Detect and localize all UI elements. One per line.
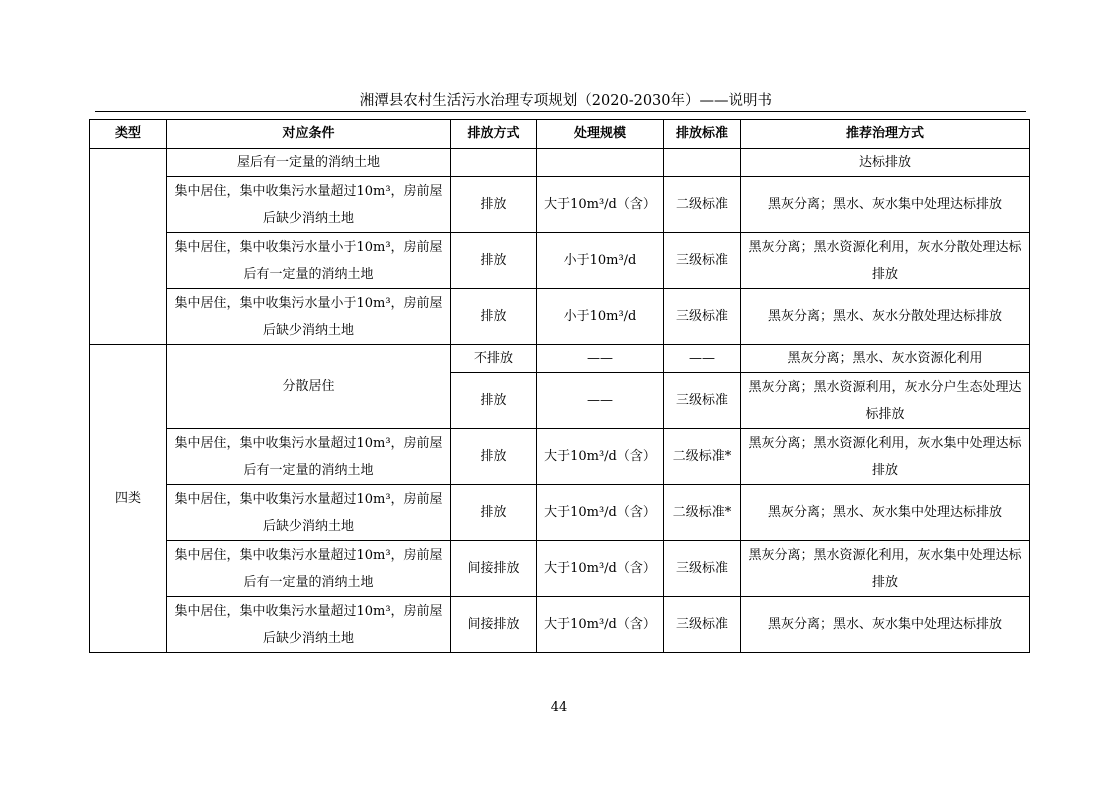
discharge-cell: [451, 149, 537, 177]
table-row: [90, 177, 1030, 233]
scale-cell: [537, 149, 664, 177]
method-cell: 黑灰分离；黑水资源化利用，灰水集中处理达标排放: [741, 541, 1030, 597]
treatment-table: [89, 119, 1030, 653]
method-cell: 黑灰分离；黑水资源化利用，灰水集中处理达标排放: [741, 429, 1030, 485]
table-row: [90, 345, 1030, 373]
method-cell: 黑灰分离；黑水、灰水集中处理达标排放: [741, 485, 1030, 541]
scale-cell: 大于10m³/d（含）: [537, 429, 664, 485]
header-method: 推荐治理方式: [741, 120, 1030, 149]
table-row: [90, 541, 1030, 597]
discharge-cell: 排放: [451, 177, 537, 233]
type-cell: [90, 149, 167, 345]
scale-cell: ——: [537, 373, 664, 429]
condition-cell: 集中居住，集中收集污水量超过10m³，房前屋后缺少消纳土地: [167, 177, 451, 233]
table-row: [90, 233, 1030, 289]
condition-cell: 集中居住，集中收集污水量小于10m³，房前屋后缺少消纳土地: [167, 289, 451, 345]
condition-cell: 集中居住，集中收集污水量超过10m³，房前屋后缺少消纳土地: [167, 597, 451, 653]
discharge-cell: 不排放: [451, 345, 537, 373]
condition-cell: 集中居住，集中收集污水量超过10m³，房前屋后缺少消纳土地: [167, 485, 451, 541]
table-row: [90, 289, 1030, 345]
standard-cell: 二级标准*: [664, 429, 741, 485]
scale-cell: 大于10m³/d（含）: [537, 541, 664, 597]
scale-cell: 大于10m³/d（含）: [537, 177, 664, 233]
scale-cell: ——: [537, 345, 664, 373]
condition-cell: 屋后有一定量的消纳土地: [167, 149, 451, 177]
method-cell: 黑灰分离；黑水、灰水资源化利用: [741, 345, 1030, 373]
standard-cell: 二级标准*: [664, 485, 741, 541]
standard-cell: 二级标准: [664, 177, 741, 233]
discharge-cell: 排放: [451, 373, 537, 429]
method-cell: 黑灰分离；黑水、灰水集中处理达标排放: [741, 597, 1030, 653]
table-row: [90, 597, 1030, 653]
discharge-cell: 间接排放: [451, 597, 537, 653]
table-row: [90, 149, 1030, 177]
header-scale: 处理规模: [537, 120, 664, 149]
condition-cell: 集中居住，集中收集污水量超过10m³，房前屋后有一定量的消纳土地: [167, 429, 451, 485]
method-cell: 黑灰分离；黑水资源化利用，灰水分散处理达标排放: [741, 233, 1030, 289]
standard-cell: [664, 149, 741, 177]
condition-cell: 分散居住: [167, 345, 451, 429]
standard-cell: 三级标准: [664, 541, 741, 597]
discharge-cell: 排放: [451, 233, 537, 289]
method-cell: 黑灰分离；黑水资源利用，灰水分户生态处理达标排放: [741, 373, 1030, 429]
scale-cell: 小于10m³/d: [537, 289, 664, 345]
table-row: [90, 485, 1030, 541]
condition-cell: 集中居住，集中收集污水量小于10m³，房前屋后有一定量的消纳土地: [167, 233, 451, 289]
scale-cell: 大于10m³/d（含）: [537, 485, 664, 541]
scale-cell: 大于10m³/d（含）: [537, 597, 664, 653]
standard-cell: 三级标准: [664, 597, 741, 653]
discharge-cell: 排放: [451, 485, 537, 541]
table-header-row: [90, 120, 1030, 149]
header-condition: 对应条件: [167, 120, 451, 149]
header-discharge: 排放方式: [451, 120, 537, 149]
page-number: 44: [550, 700, 568, 715]
method-cell: 达标排放: [741, 149, 1030, 177]
condition-cell: 集中居住，集中收集污水量超过10m³，房前屋后有一定量的消纳土地: [167, 541, 451, 597]
header-rule: [95, 111, 1026, 112]
table-row: [90, 429, 1030, 485]
standard-cell: 三级标准: [664, 289, 741, 345]
page-header: 湘潭县农村生活污水治理专项规划（2020-2030年）——说明书: [359, 93, 772, 109]
discharge-cell: 排放: [451, 289, 537, 345]
standard-cell: 三级标准: [664, 233, 741, 289]
header-standard: 排放标准: [664, 120, 741, 149]
method-cell: 黑灰分离；黑水、灰水集中处理达标排放: [741, 177, 1030, 233]
standard-cell: 三级标准: [664, 373, 741, 429]
scale-cell: 小于10m³/d: [537, 233, 664, 289]
header-type: 类型: [90, 120, 167, 149]
discharge-cell: 排放: [451, 429, 537, 485]
type-cell: 四类: [90, 345, 167, 653]
method-cell: 黑灰分离；黑水、灰水分散处理达标排放: [741, 289, 1030, 345]
standard-cell: ——: [664, 345, 741, 373]
discharge-cell: 间接排放: [451, 541, 537, 597]
